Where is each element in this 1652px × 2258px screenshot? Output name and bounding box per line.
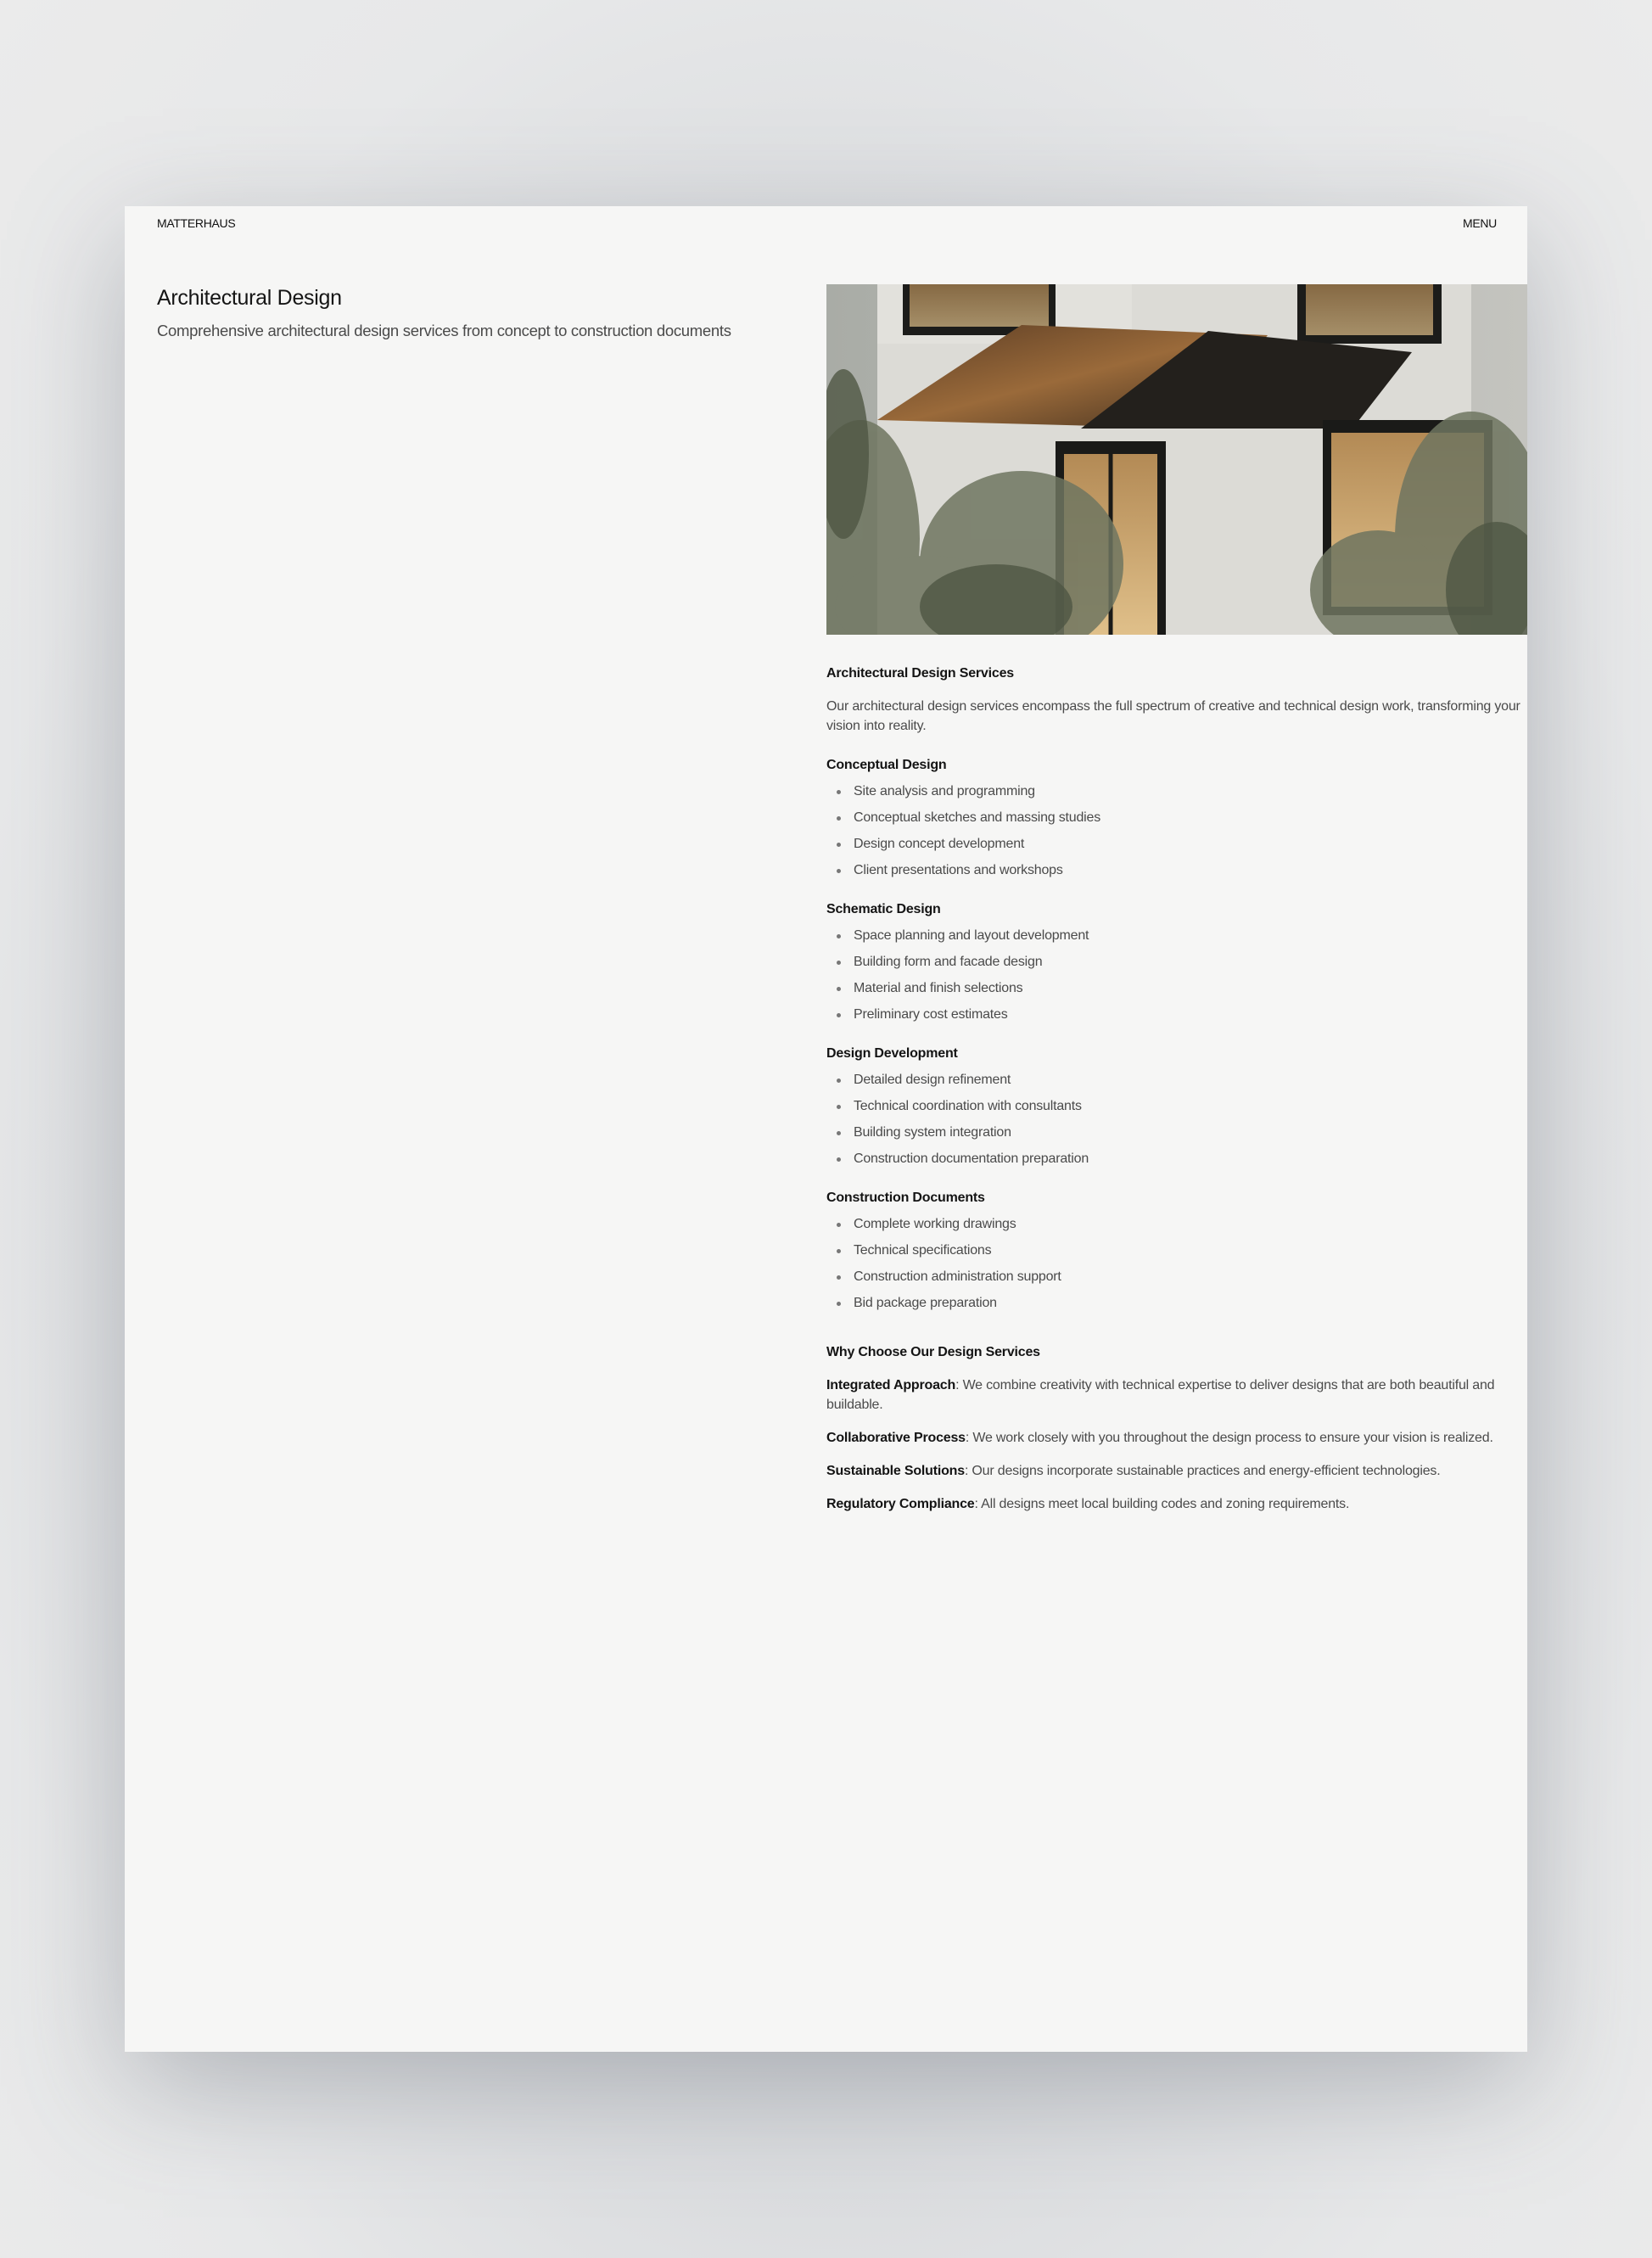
- section-title: Schematic Design: [826, 902, 941, 916]
- list-item: Technical specifications: [826, 1241, 1527, 1260]
- list-item: Design concept development: [826, 835, 1527, 854]
- list-item: Construction administration support: [826, 1268, 1527, 1286]
- list-item: Site analysis and programming: [826, 782, 1527, 801]
- page-card: [125, 206, 1527, 2052]
- why-point: [826, 1376, 1527, 1415]
- services-content: [826, 664, 1527, 1514]
- why-point-label: Sustainable Solutions: [826, 1464, 965, 1478]
- logo[interactable]: MATTERHAUS: [157, 216, 236, 230]
- hero-image: [826, 284, 1527, 635]
- list-item: Bid package preparation: [826, 1294, 1527, 1313]
- why-point-text: : We combine creativity with technical expertise to deliver designs that are both beautiful and buildable.: [826, 1378, 1495, 1412]
- why-point-label: Regulatory Compliance: [826, 1497, 975, 1511]
- why-choose-section: [826, 1343, 1527, 1514]
- list-item: Preliminary cost estimates: [826, 1006, 1527, 1024]
- list-item: Building form and facade design: [826, 953, 1527, 972]
- why-point-label: Integrated Approach: [826, 1378, 956, 1392]
- services-heading: Architectural Design Services: [826, 666, 1014, 681]
- section-design-development: [826, 1045, 1527, 1168]
- section-list: [826, 927, 1527, 1024]
- list-item: Material and finish selections: [826, 979, 1527, 998]
- why-point: [826, 1494, 1527, 1514]
- list-item: Technical coordination with consultants: [826, 1097, 1527, 1116]
- why-point-text: : All designs meet local building codes and zoning requirements.: [974, 1497, 1350, 1511]
- why-point-text: : Our designs incorporate sustainable practices and energy-efficient technologies.: [964, 1464, 1441, 1478]
- list-item: Building system integration: [826, 1123, 1527, 1142]
- list-item: Client presentations and workshops: [826, 861, 1527, 880]
- section-title: Construction Documents: [826, 1191, 985, 1205]
- why-point-text: : We work closely with you throughout the design process to ensure your vision is realized.: [965, 1431, 1493, 1445]
- menu-button[interactable]: MENU: [1462, 216, 1497, 230]
- list-item: Detailed design refinement: [826, 1071, 1527, 1090]
- page-title: Architectural Design: [157, 286, 342, 310]
- why-heading: Why Choose Our Design Services: [826, 1345, 1040, 1359]
- section-title: Design Development: [826, 1046, 958, 1061]
- list-item: Space planning and layout development: [826, 927, 1527, 945]
- section-schematic-design: [826, 900, 1527, 1024]
- why-point-label: Collaborative Process: [826, 1431, 966, 1445]
- section-title: Conceptual Design: [826, 758, 947, 772]
- why-point: [826, 1461, 1527, 1481]
- section-list: [826, 1071, 1527, 1168]
- why-point: [826, 1428, 1527, 1448]
- section-construction-documents: [826, 1189, 1527, 1313]
- section-conceptual-design: [826, 756, 1527, 880]
- section-list: [826, 1215, 1527, 1313]
- list-item: Complete working drawings: [826, 1215, 1527, 1234]
- page-subtitle: Comprehensive architectural design services from concept to construction documents: [157, 322, 731, 339]
- list-item: Conceptual sketches and massing studies: [826, 809, 1527, 827]
- services-intro: Our architectural design services encompass the full spectrum of creative and technical design work, transforming your vision into reality.: [826, 699, 1520, 733]
- list-item: Construction documentation preparation: [826, 1150, 1527, 1168]
- section-list: [826, 782, 1527, 880]
